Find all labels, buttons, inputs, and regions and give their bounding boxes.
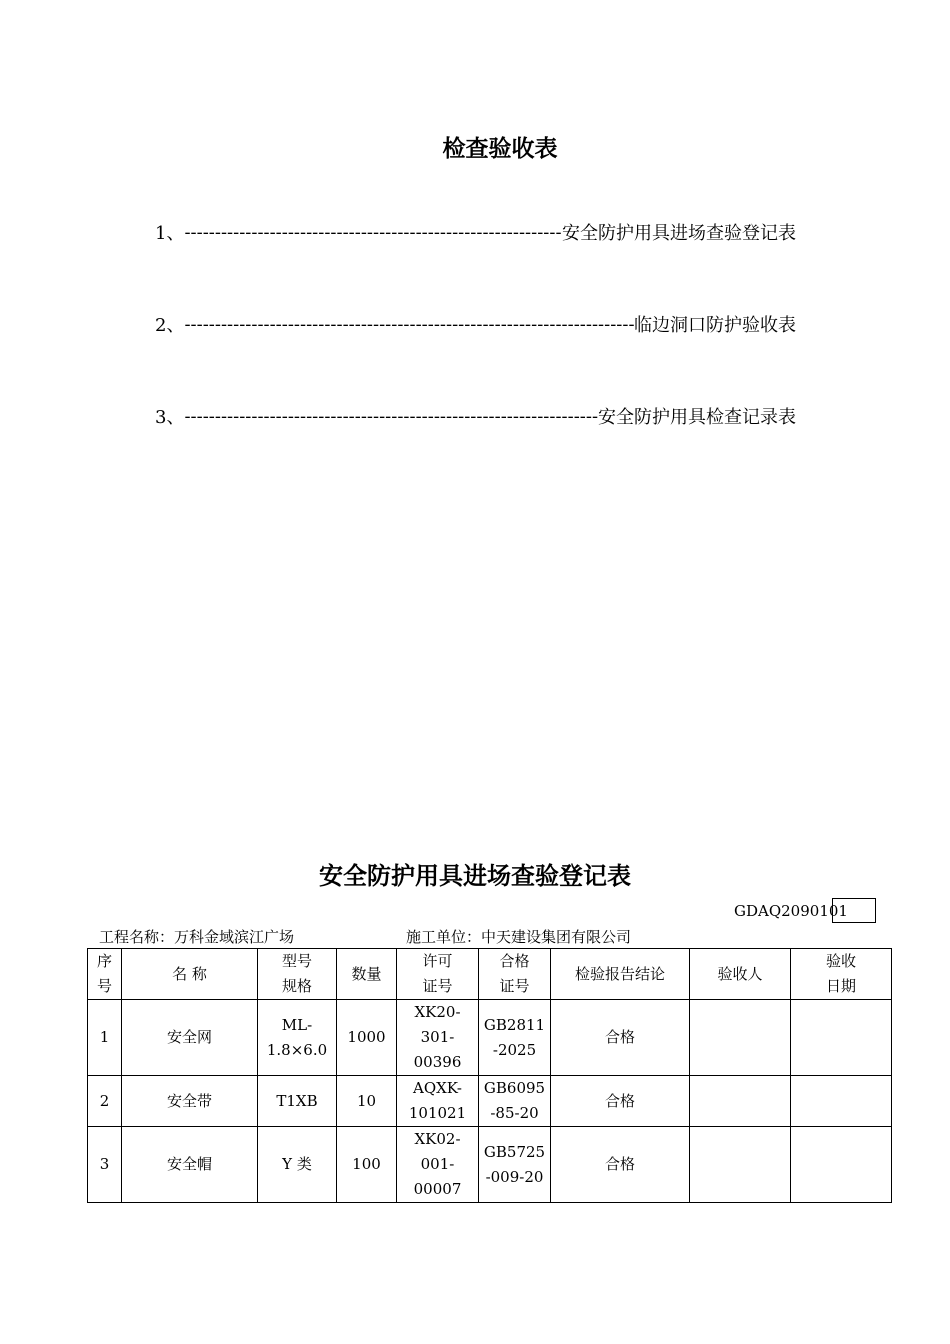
cell-cert: GB2811 -2025 xyxy=(479,1000,551,1076)
toc-entry-number: 2、 xyxy=(155,315,185,336)
header-model: 型号 规格 xyxy=(258,949,337,1000)
toc-entry-2 xyxy=(155,311,796,337)
table-row xyxy=(88,1127,892,1203)
header-conclusion: 检验报告结论 xyxy=(551,949,690,1000)
header-license: 许可 证号 xyxy=(397,949,479,1000)
contractor-name: 施工单位：中天建设集团有限公司 xyxy=(406,928,632,946)
cell-model: ML- 1.8×6.0 xyxy=(258,1000,337,1076)
inspection-register-table xyxy=(87,948,892,1203)
cell-license: AQXK- 101021 xyxy=(397,1076,479,1127)
toc-entry-label: 临边洞口防护验收表 xyxy=(634,315,796,336)
cell-inspector[interactable] xyxy=(690,1076,791,1127)
toc-entry-label: 安全防护用具检查记录表 xyxy=(598,407,796,428)
header-seq: 序 号 xyxy=(88,949,122,1000)
header-date: 验收 日期 xyxy=(791,949,892,1000)
cell-license: XK02- 001- 00007 xyxy=(397,1127,479,1203)
toc-entry-number: 3、 xyxy=(155,407,185,428)
table-header-row xyxy=(88,949,892,1000)
form-code: GDAQ2090101 xyxy=(734,902,848,920)
cell-conclusion: 合格 xyxy=(551,1127,690,1203)
cell-qty: 10 xyxy=(337,1076,397,1127)
toc-leader-dashes xyxy=(184,314,634,335)
cell-seq: 2 xyxy=(88,1076,122,1127)
cover-title: 检查验收表 xyxy=(442,136,558,162)
cell-name: 安全帽 xyxy=(122,1127,258,1203)
toc-entry-1 xyxy=(155,219,796,245)
header-inspector: 验收人 xyxy=(690,949,791,1000)
cell-cert: GB5725 -009-20 xyxy=(479,1127,551,1203)
toc-entry-number: 1、 xyxy=(155,223,185,244)
toc-leader-dashes xyxy=(184,406,598,427)
cell-qty: 100 xyxy=(337,1127,397,1203)
cell-qty: 1000 xyxy=(337,1000,397,1076)
cell-inspector[interactable] xyxy=(690,1000,791,1076)
header-qty: 数量 xyxy=(337,949,397,1000)
cell-seq: 3 xyxy=(88,1127,122,1203)
toc-entry-label: 安全防护用具进场查验登记表 xyxy=(562,223,796,244)
cell-conclusion: 合格 xyxy=(551,1000,690,1076)
cell-date[interactable] xyxy=(791,1127,892,1203)
cell-name: 安全网 xyxy=(122,1000,258,1076)
cell-cert: GB6095 -85-20 xyxy=(479,1076,551,1127)
form-title: 安全防护用具进场查验登记表 xyxy=(319,862,631,890)
cell-seq: 1 xyxy=(88,1000,122,1076)
form-code-suffix-box xyxy=(832,898,876,923)
toc-entry-3 xyxy=(155,403,796,429)
cell-model: Y 类 xyxy=(258,1127,337,1203)
table-row xyxy=(88,1000,892,1076)
cell-conclusion: 合格 xyxy=(551,1076,690,1127)
header-name: 名 称 xyxy=(122,949,258,1000)
cell-inspector[interactable] xyxy=(690,1127,791,1203)
cell-license: XK20- 301- 00396 xyxy=(397,1000,479,1076)
cell-model: T1XB xyxy=(258,1076,337,1127)
cell-date[interactable] xyxy=(791,1076,892,1127)
header-cert: 合格 证号 xyxy=(479,949,551,1000)
table-row xyxy=(88,1076,892,1127)
project-name: 工程名称：万科金域滨江广场 xyxy=(99,928,295,946)
cell-name: 安全带 xyxy=(122,1076,258,1127)
toc-leader-dashes xyxy=(184,222,562,243)
cell-date[interactable] xyxy=(791,1000,892,1076)
